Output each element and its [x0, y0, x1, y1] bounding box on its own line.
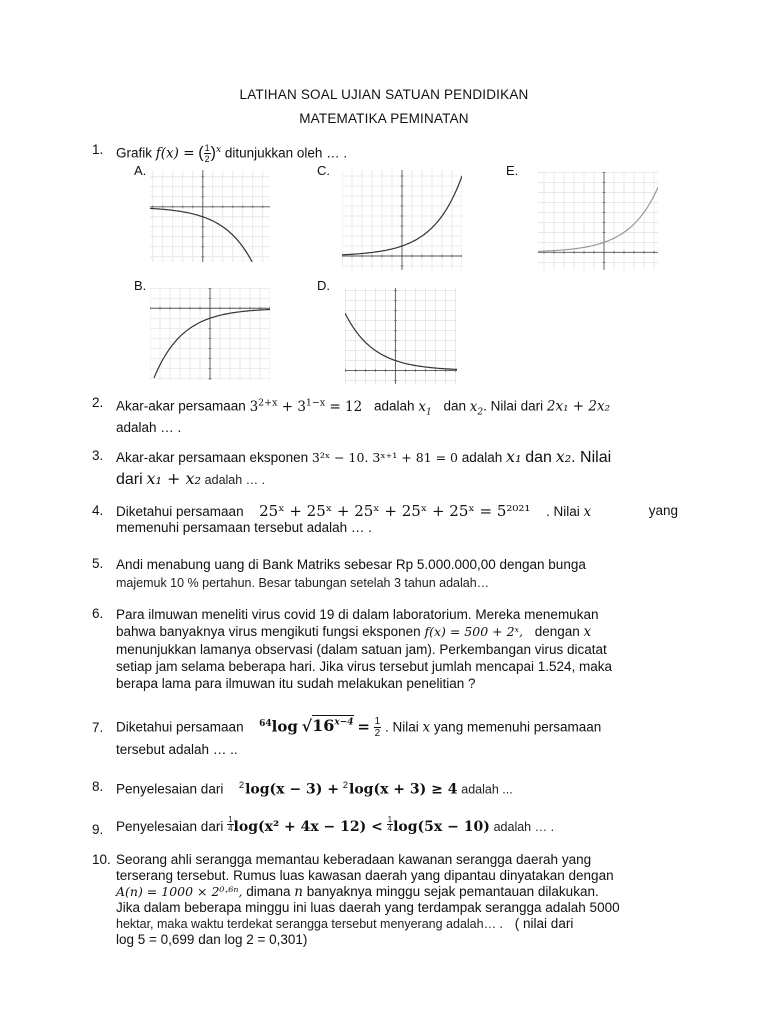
- question-number: 5.: [92, 556, 104, 571]
- graph-grid: [345, 288, 457, 384]
- question-6: 6. Para ilmuwan meneliti virus covid 19 di dalam laboratorium. Mereka menemukan bahwa banyaknya virus mengikuti fungsi eksponen f(x) = 500 + 2ˣ, dengan x menunjukkan lamanya observasi (dalam satuan jam). Perkembangan virus dicatat setiap jam selama beberapa hari. Jika virus tersebut jumlah mencapai 1.524, maka berapa lama para ilmuwan itu sudah melakukan penelitian ?: [92, 606, 613, 691]
- function-curve: [538, 187, 658, 251]
- graph-option-e: [538, 172, 658, 270]
- function-curve: [150, 208, 252, 261]
- function-curve: [154, 310, 270, 378]
- question-number: 9.: [92, 822, 104, 837]
- question-number: 6.: [92, 606, 104, 621]
- option-c-label: C.: [317, 163, 330, 178]
- option-a-label: A.: [134, 163, 147, 178]
- graph-option-c: [342, 170, 462, 270]
- question-1: 1. Grafik f(x) = ( $\frac{1}{2}$ )$^x$ ditunjukkan oleh … .: [92, 142, 348, 165]
- question-number: 8.: [92, 779, 104, 794]
- doc-subtitle: MATEMATIKA PEMINATAN: [299, 111, 469, 126]
- question-number: 10.: [92, 852, 111, 867]
- graph-option-a: [150, 170, 270, 262]
- graph-grid: [150, 170, 270, 262]
- graph-option-d: [345, 288, 457, 384]
- question-number: 7.: [92, 720, 104, 735]
- question-10: 10. Seorang ahli serangga memantau keberadaan kawanan serangga daerah yang terserang tersebut. Rumus luas kawasan daerah yang dipantau dinyatakan dengan A(n) = 1000 × 2⁰·⁶ⁿ, dimana n banyaknya minggu sejak pemantauan dilakukan. Jika dalam beberapa minggu ini luas daerah yang terdampak serangga adalah 5000 hektar, maka waktu terdekat serangga tersebut menyerang adalah… . ( nilai dari log 5 = 0,699 dan log 2 = 0,301): [92, 852, 620, 947]
- question-9: 9. Penyelesaian dari $\frac{1}{4}$ log(x² + 4x − 12) < $\frac{1}{4}$ log(5x − 10) adalah … .: [92, 815, 555, 837]
- question-8: 8. Penyelesaian dari $^2$log(x − 3) + $^2$log(x + 3) ≥ 4 adalah ...: [92, 779, 513, 798]
- question-7: 7. Diketahui persamaan $^{64}$log $√16^{x-4}$ = $\frac{1}{2}$ . Nilai x yang memenuhi persamaan tersebut adalah … ..: [92, 716, 602, 758]
- function-curve: [345, 313, 457, 369]
- graph-option-b: [150, 288, 270, 380]
- question-number: 4.: [92, 503, 104, 518]
- question-5: 5. Andi menabung uang di Bank Matriks sebesar Rp 5.000.000,00 dengan bunga majemuk 10 % pertahun. Besar tabungan setelah 3 tahun adalah…: [92, 556, 586, 590]
- option-d-label: D.: [317, 278, 330, 293]
- option-b-label: B.: [134, 278, 147, 293]
- question-number: 2.: [92, 395, 104, 410]
- question-2: 2. Akar-akar persamaan $3^{2+x} + 3^{1-x} = 12$ adalah $x_1$ dan $x_2$. Nilai dari 2x₁ + 2x₂ adalah … .: [92, 395, 611, 436]
- question-4: 4. Diketahui persamaan 25ˣ + 25ˣ + 25ˣ + 25ˣ + 25ˣ = 5²⁰²¹ . Nilai x yang memenuhi persamaan tersebut adalah … .: [92, 502, 678, 535]
- option-e-label: E.: [506, 163, 519, 178]
- question-number: 3.: [92, 448, 104, 463]
- question-3: 3. Akar-akar persamaan eksponen 3²ˣ − 10. 3ˣ⁺¹ + 81 = 0 adalah x₁ dan x₂. Nilai dari x₁ + x₂ adalah … .: [92, 447, 612, 488]
- doc-title: LATIHAN SOAL UJIAN SATUAN PENDIDIKAN: [239, 87, 529, 102]
- graph-grid: [538, 172, 658, 270]
- question-number: 1.: [92, 142, 104, 157]
